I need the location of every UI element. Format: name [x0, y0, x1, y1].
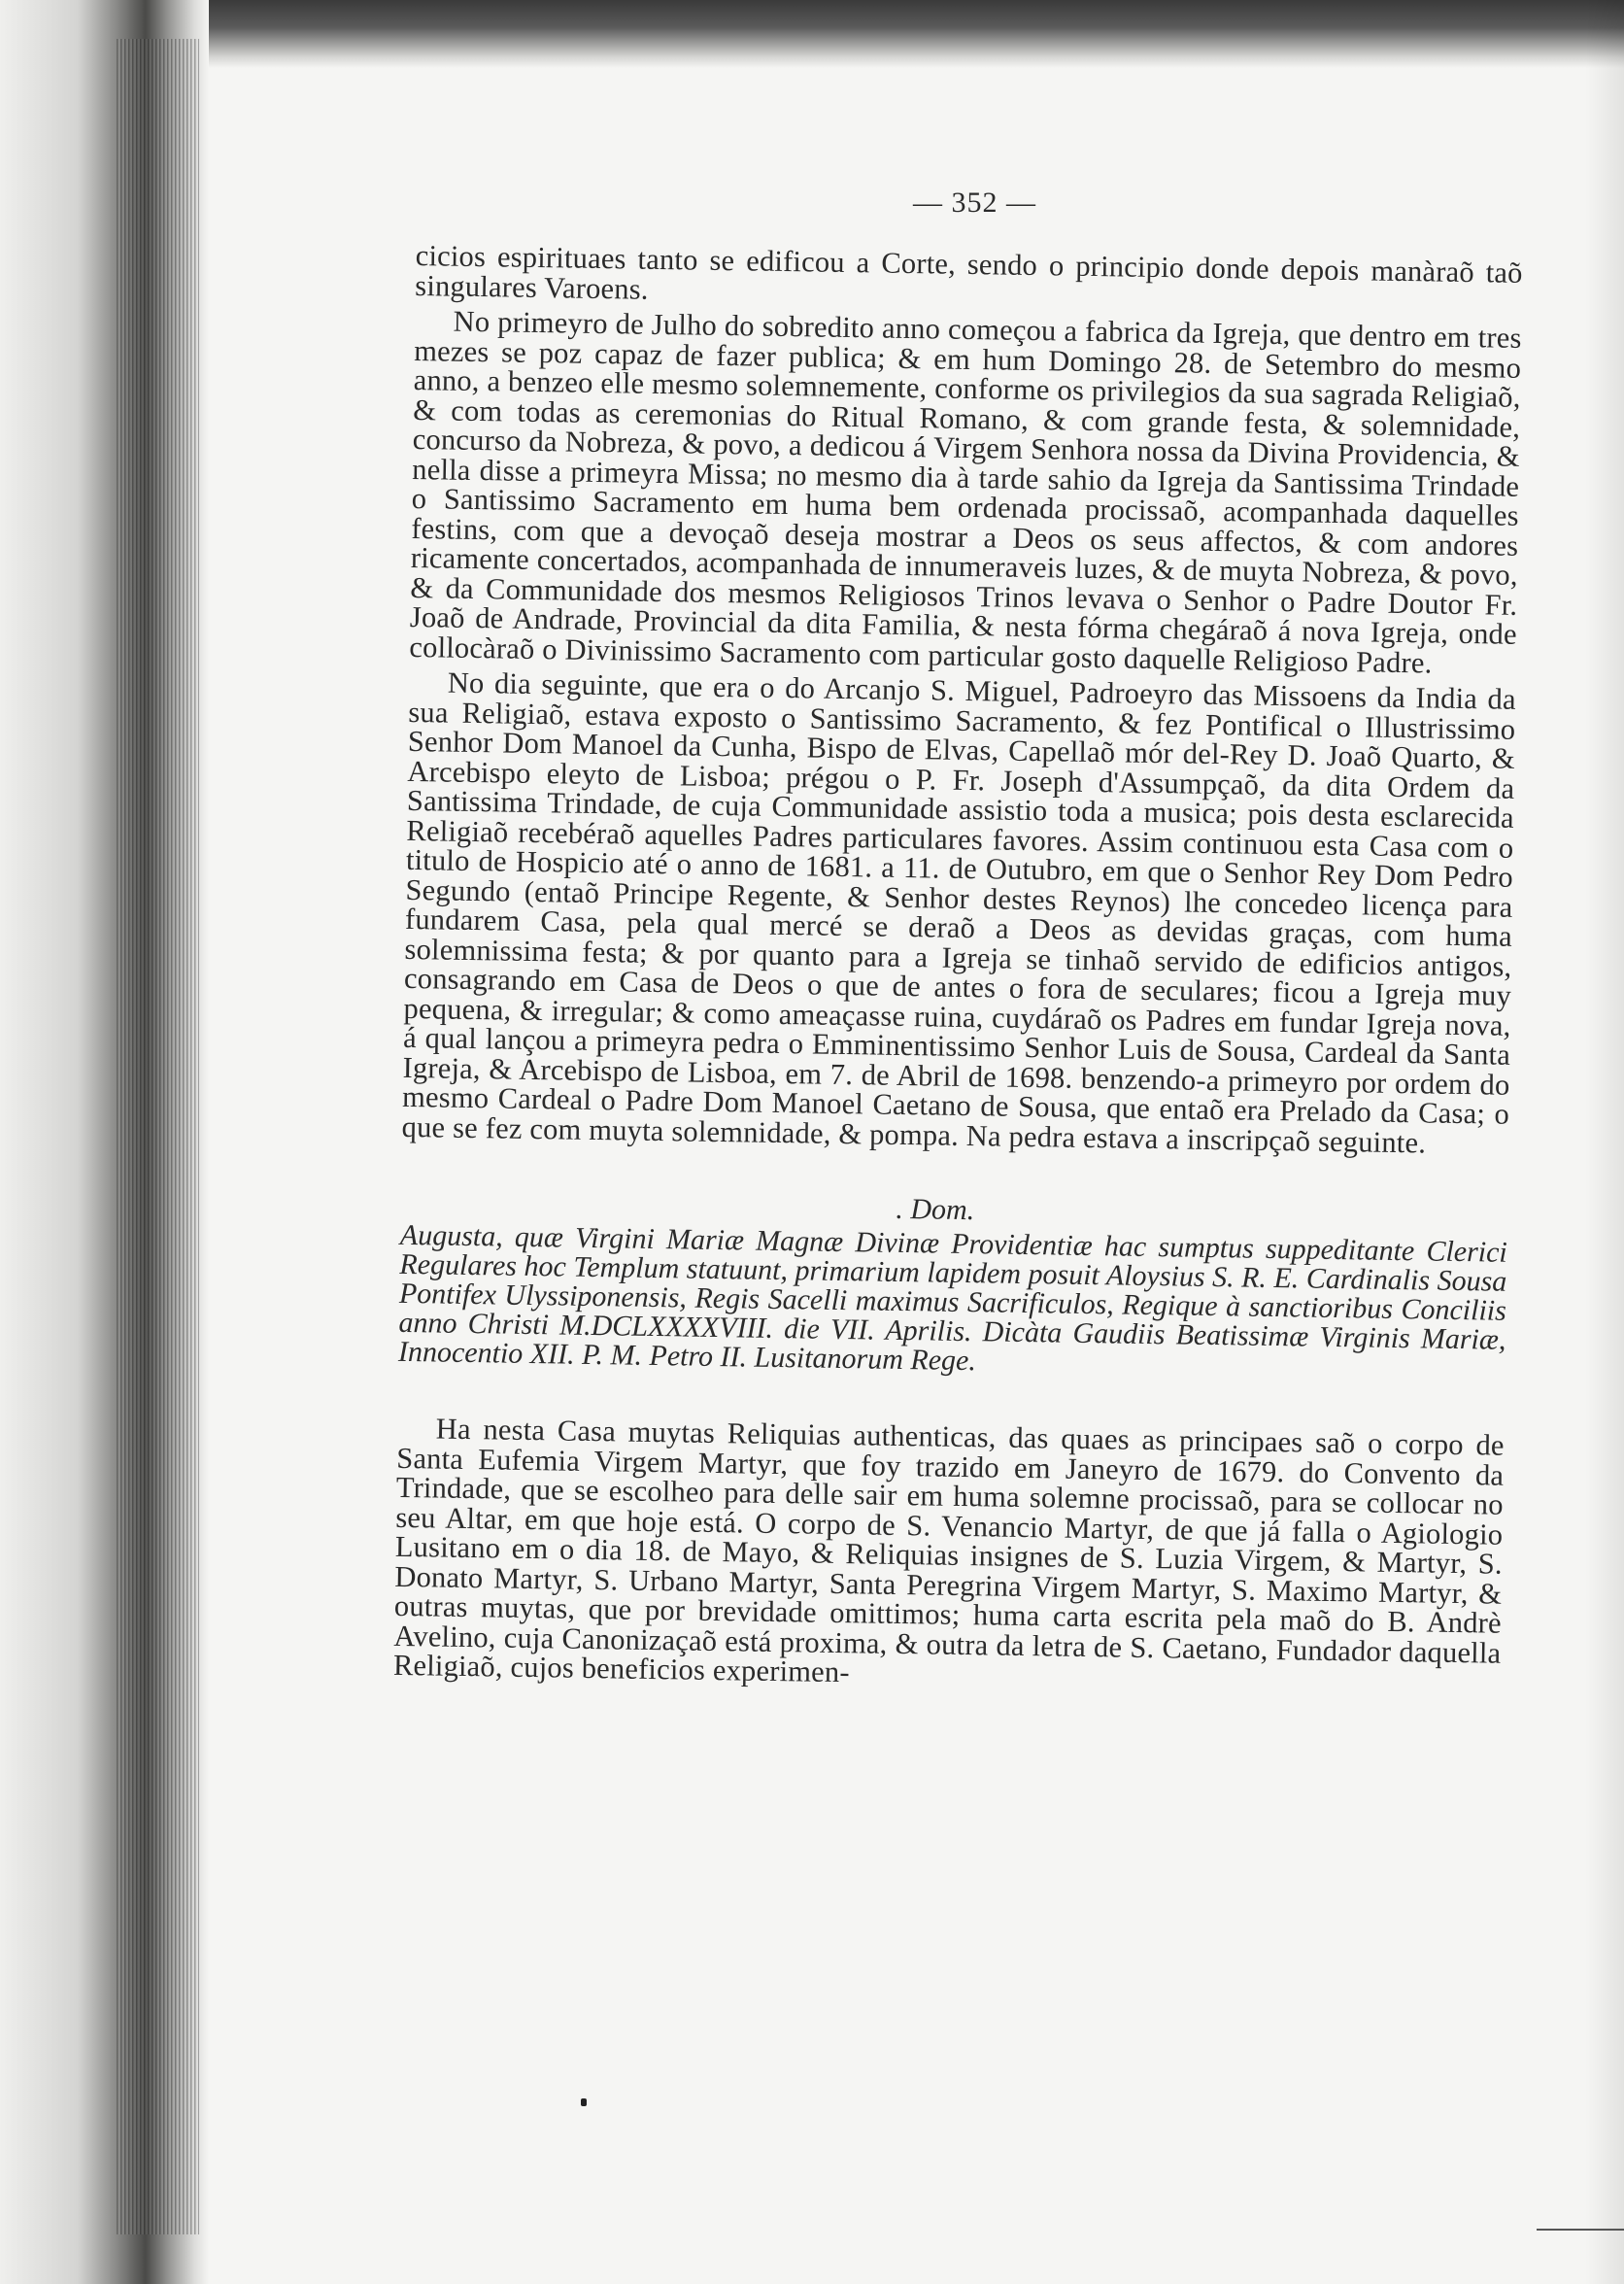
scan-right-shadow	[1585, 0, 1624, 2284]
ink-speck	[581, 2098, 587, 2106]
inscription-heading: . Dom.	[896, 1192, 975, 1227]
bottom-rule-mark	[1537, 2229, 1624, 2231]
page-stack-edge	[117, 39, 199, 2234]
paragraph-4: Ha nesta Casa muytas Reliquias authenticas, das quaes as principaes saõ o corpo de Santa Eufemia Virgem Martyr, que foy trazido em Janeyro de 1679. do Convento da Trindade, que se escolheo para delle sair em huma solemne procissaõ, para se collocar no seu Altar, em que hoje está. O corpo de S. Venancio Martyr, de que já falla o Agiologio Lusitano em o dia 18. de Mayo, & Reliquias insignes de S. Luzia Virgem, & Martyr, S. Donato Martyr, S. Urbano Martyr, Santa Peregrina Virgem Martyr, S. Maximo Martyr, & outras muytas, que por brevidade omittimos; huma carta escrita pela maõ do B. Andrè Avelino, cuja Canonizaçaõ está proxima, & outra da letra de S. Caetano, Fundador daquella Religiaõ, cujos beneficios experimen-	[392, 1412, 1505, 1689]
paragraph-1: cicios espirituaes tanto se edificou a Corte, sendo o principio donde depois manàraõ taõ singulares Varoens.	[415, 239, 1523, 306]
paragraph-3: No dia seguinte, que era o do Arcanjo S. Miguel, Padroeyro das Missoens da India da sua Religiaõ, estava exposto o Santissimo Sacramento, & fez Pontifical o Illustrissimo Senhor Dom Manoel da Cunha, Bispo de Elvas, Capellaõ mór del-Rey D. Joaõ Quarto, & Arcebispo eleyto de Lisboa; prégou o P. Fr. Joseph d'Assumpçaõ, da dita Ordem da Santissima Trindade, de cuja Communidade assistio toda a musica; pois desta esclarecida Religiaõ recebéraõ aquelles Padres particulares favores. Assim continuou esta Casa com o titulo de Hospicio até o anno de 1681. a 11. de Outubro, em que o Senhor Rey Dom Pedro Segundo (entaõ Principe Regente, & Senhor destes Reynos) lhe concedeo licença para fundarem Casa, pela qual mercé se deraõ a Deos as devidas graças, com huma solemnissima festa; & por quanto para a Igreja se tinhaõ servido de edificios antigos, consagrando em Casa de Deos o que de antes o fora de seculares; ficou a Igreja muy pequena, & irregular; & como ameaçasse ruina, cuydáraõ os Padres em fundar Igreja nova, á qual lançou a primeyra pedra o Emminentissimo Senhor Luis de Sousa, Cardeal da Santa Igreja, & Arcebispo de Lisboa, em 7. de Abril de 1698. benzendo-a primeyro por ordem do mesmo Cardeal o Padre Dom Manoel Caetano de Sousa, que entaõ era Prelado da Casa; o que se fez com muyta solemnidade, & pompa. Na pedra estava a inscripçaõ seguinte.	[401, 665, 1516, 1159]
page-number: — 352 —	[913, 187, 1036, 219]
scan-top-shadow	[0, 0, 1624, 68]
inscription-text: Augusta, quæ Virgini Mariæ Magnæ Divinæ Providentiæ hac sumptus suppeditante Clerici Regulares hoc Templum statuunt, primarium lapidem posuit Aloysius S. R. E. Cardinalis Sousa Pontifex Ulyssiponensis, Regis Sacelli maximus Sacrificulos, Regique à sanctioribus Conciliis anno Christi M.DCLXXXXVIII. die VII. Aprilis. Dicàta Gaudiis Beatissimæ Virginis Mariæ, Innocentio XII. P. M. Petro II. Lusitanorum Rege.	[397, 1218, 1508, 1378]
paragraph-2: No primeyro de Julho do sobredito anno começou a fabrica da Igreja, que dentro em tres mezes se poz capaz de fazer publica; & em hum Domingo 28. de Setembro do mesmo anno, a benzeo elle mesmo solemnemente, conforme os privilegios da sua sagrada Religiaõ, & com todas as ceremonias do Ritual Romano, & com grande festa, & solemnidade, concurso da Nobreza, & povo, a dedicou á Virgem Senhora nossa da Divina Providencia, & nella disse a primeyra Missa; no mesmo dia à tarde sahio da Igreja da Santissima Trindade o Santissimo Sacramento em huma bem ordenada procissaõ, acompanhada daquelles festins, com que a devoçaõ deseja mostrar a Deos os seus affectos, & com andores ricamente concertados, acompanhada de innumeraveis luzes, & de muyta Nobreza, & povo, & da Communidade dos mesmos Religiosos Trinos levava o Senhor o Padre Doutor Fr. Joaõ de Andrade, Provincial da dita Familia, & nesta fórma chegáraõ á nova Igreja, onde collocàraõ o Divinissimo Sacramento com particular gosto daquelle Religioso Padre.	[409, 304, 1522, 679]
text-body	[393, 241, 1523, 1703]
